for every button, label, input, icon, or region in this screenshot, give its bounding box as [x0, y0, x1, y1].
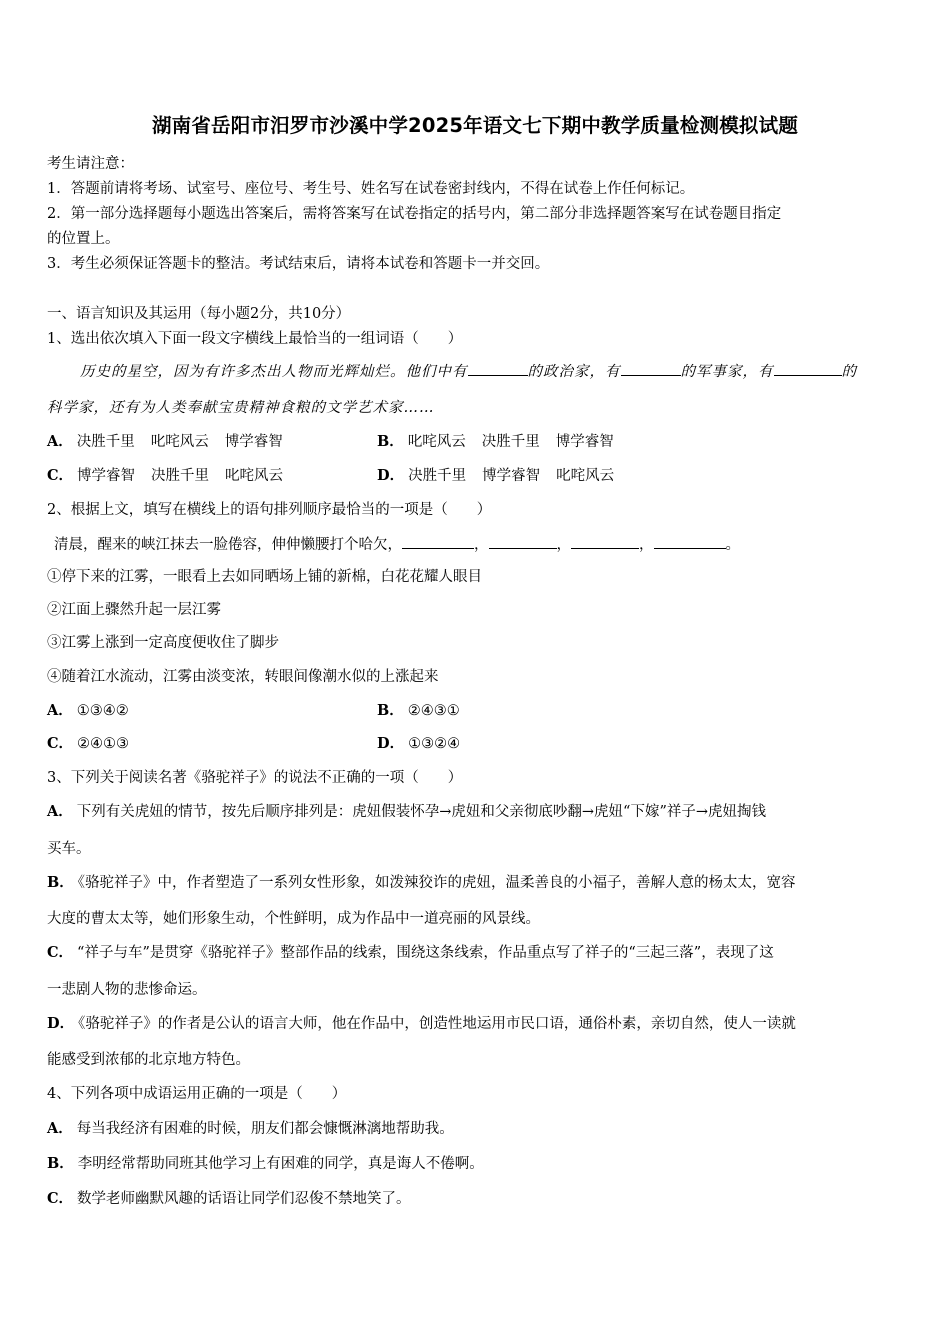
- notice-item-2-cont: 的位置上。: [47, 231, 120, 247]
- q1-blank-3[interactable]: [774, 361, 842, 376]
- section-heading: 一、语言知识及其运用（每小题2分，共10分）: [47, 306, 351, 322]
- q2-item-3: ③江雾上涨到一定高度便收住了脚步: [47, 635, 279, 651]
- q1-option-d[interactable]: D． 决胜千里 博学睿智 叱咤风云: [377, 467, 615, 484]
- q3-option-b[interactable]: B． 《骆驼祥子》中，作者塑造了一系列女性形象，如泼辣狡诈的虎妞，温柔善良的小福子，善解人意的杨太太，宽容: [47, 874, 796, 891]
- q1-option-c[interactable]: C． 博学睿智 决胜千里 叱咤风云: [47, 467, 284, 484]
- q1-option-b[interactable]: B． 叱咤风云 决胜千里 博学睿智: [377, 433, 614, 450]
- q3-option-d-cont: 能感受到浓郁的北京地方特色。: [47, 1052, 250, 1068]
- q2-stem: 2、根据上文，填写在横线上的语句排列顺序最恰当的一项是（ ）: [47, 502, 492, 518]
- q4-stem: 4、下列各项中成语运用正确的一项是（ ）: [47, 1086, 347, 1102]
- q3-option-c-cont: 一悲剧人物的悲惨命运。: [47, 982, 207, 998]
- notice-item-1: 1．答题前请将考场、试室号、座位号、考生号、姓名写在试卷密封线内，不得在试卷上作任何标记。: [47, 181, 695, 197]
- q3-option-b-cont: 大度的曹太太等，她们形象生动，个性鲜明，成为作品中一道亮丽的风景线。: [47, 911, 540, 927]
- q2-sentence: 清晨，醒来的峡江抹去一脸倦容，伸伸懒腰打个哈欠， ， ， ， 。: [54, 533, 740, 554]
- q1-passage-a: 历史的星空，因为有许多杰出人物而光辉灿烂。他们中有: [80, 364, 468, 380]
- q1-blank-2[interactable]: [621, 361, 681, 376]
- q2-option-b[interactable]: B． ②④③①: [377, 702, 460, 719]
- q2-blank-2[interactable]: [489, 534, 557, 549]
- q4-option-b[interactable]: B． 李明经常帮助同班其他学习上有困难的同学，真是诲人不倦啊。: [47, 1155, 484, 1172]
- q2-option-a[interactable]: A． ①③④②: [47, 702, 129, 719]
- q1-passage-line1: [80, 360, 857, 381]
- q2-blank-1[interactable]: [402, 534, 474, 549]
- q2-item-2: ②江面上骤然升起一层江雾: [47, 602, 221, 618]
- q4-option-a[interactable]: A． 每当我经济有困难的时候，朋友们都会慷慨淋漓地帮助我。: [47, 1120, 454, 1137]
- q3-option-c[interactable]: C． “祥子与车”是贯穿《骆驼祥子》整部作品的线索，围绕这条线索，作品重点写了祥子的“三起三落”，表现了这: [47, 944, 774, 961]
- q2-blank-3[interactable]: [571, 534, 639, 549]
- q2-option-d[interactable]: D． ①③②④: [377, 735, 461, 752]
- q1-option-a[interactable]: A． 决胜千里 叱咤风云 博学睿智: [47, 433, 283, 450]
- q2-item-1: ①停下来的江雾，一眼看上去如同晒场上铺的新棉，白花花耀人眼目: [47, 569, 482, 585]
- q3-option-d[interactable]: D． 《骆驼祥子》的作者是公认的语言大师，他在作品中，创造性地运用市民口语，通俗朴素，亲切自然，使人一读就: [47, 1015, 796, 1032]
- notice-item-3: 3．考生必须保证答题卡的整洁。考试结束后，请将本试卷和答题卡一并交回。: [47, 256, 550, 272]
- q1-passage-line2: 科学家，还有为人类奉献宝贵精神食粮的文学艺术家……: [47, 400, 435, 416]
- q3-option-a[interactable]: A． 下列有关虎妞的情节，按先后顺序排列是：虎妞假装怀孕→虎妞和父亲彻底吵翻→虎妞“下嫁”祥子→虎妞掏钱: [47, 803, 767, 820]
- q1-blank-1[interactable]: [468, 361, 528, 376]
- q1-passage-b: 的政治家，有: [527, 364, 621, 380]
- q2-item-4: ④随着江水流动，江雾由淡变浓，转眼间像潮水似的上涨起来: [47, 669, 439, 685]
- q1-passage-c: 的军事家，有: [680, 364, 774, 380]
- exam-title: 湖南省岳阳市汨罗市沙溪中学2025年语文七下期中教学质量检测模拟试题: [151, 114, 799, 137]
- q4-option-c[interactable]: C． 数学老师幽默风趣的话语让同学们忍俊不禁地笑了。: [47, 1190, 411, 1207]
- q2-option-c[interactable]: C． ②④①③: [47, 735, 130, 752]
- q2-blank-4[interactable]: [654, 534, 726, 549]
- notice-item-2: 2．第一部分选择题每小题选出答案后，需将答案写在试卷指定的括号内，第二部分非选择题答案写在试卷题目指定: [47, 206, 782, 222]
- q3-stem: 3、下列关于阅读名著《骆驼祥子》的说法不正确的一项（ ）: [47, 770, 463, 786]
- q1-passage-d: 的: [841, 364, 857, 380]
- notice-heading: 考生请注意：: [47, 156, 134, 172]
- q3-option-a-cont: 买车。: [47, 841, 91, 857]
- q1-stem: 1、选出依次填入下面一段文字横线上最恰当的一组词语（ ）: [47, 331, 463, 347]
